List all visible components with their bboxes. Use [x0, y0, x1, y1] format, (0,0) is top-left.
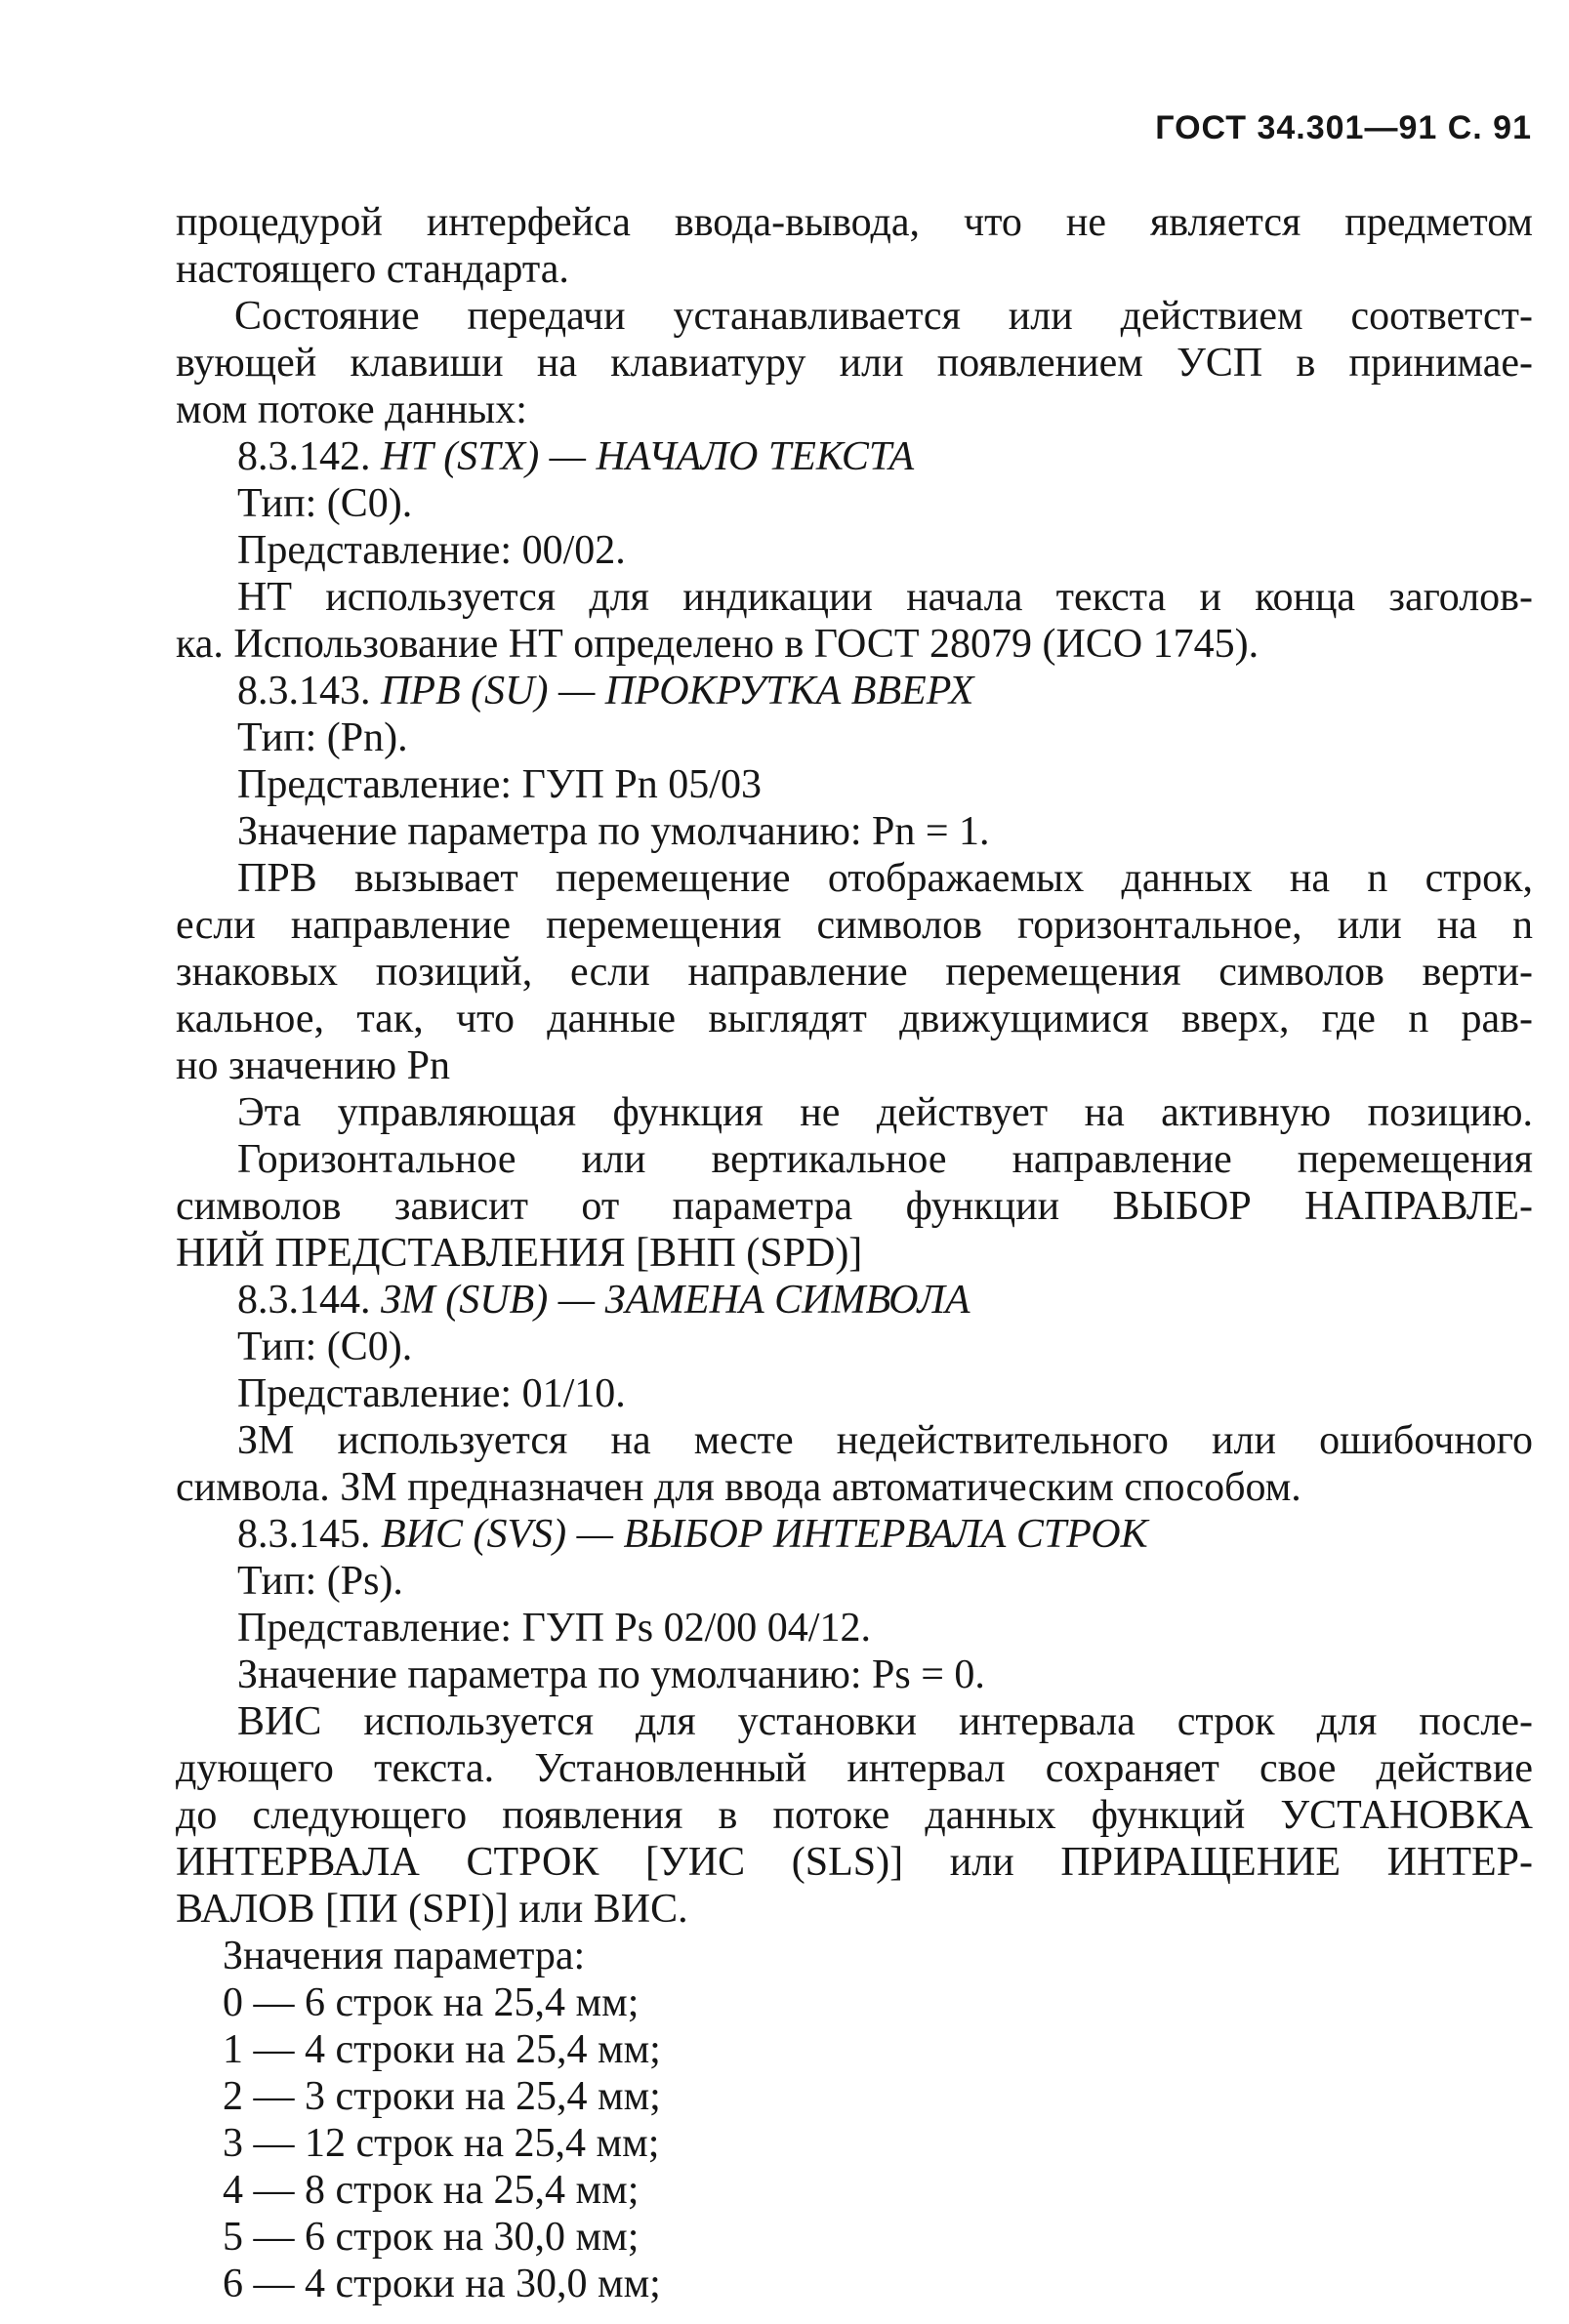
section-heading — [237, 1277, 970, 1324]
text-line: НИЙ ПРЕДСТАВЛЕНИЯ [ВНП (SPD)] — [176, 1231, 863, 1276]
text-line: Значение параметра по умолчанию: Ps = 0. — [237, 1652, 985, 1697]
text-line: символа. ЗМ предназначен для ввода автоматическим способом. — [176, 1465, 1301, 1510]
section-number: 8.3.145. — [237, 1512, 371, 1557]
section-number: 8.3.142. — [237, 434, 371, 479]
text-line: Представление: ГУП Ps 02/00 04/12. — [237, 1606, 871, 1651]
text-line: ЗМ используется на месте недействительного или ошибочного — [237, 1418, 1533, 1463]
text-line: ИНТЕРВАЛА СТРОК [УИС (SLS)] или ПРИРАЩЕНИЕ ИНТЕР- — [176, 1840, 1533, 1885]
text-line: Эта управляющая функция не действует на активную позицию. — [237, 1090, 1533, 1135]
text-line: ВАЛОВ [ПИ (SPI)] или ВИС. — [176, 1887, 688, 1932]
text-line: Представление: 00/02. — [237, 528, 626, 573]
text-line: кальное, так, что данные выглядят движущимися вверх, где n рав- — [176, 997, 1533, 1041]
list-item: 5 — 6 строк на 30,0 мм; — [223, 2215, 640, 2260]
text-line: Состояние передачи устанавливается или действием соответст- — [234, 294, 1533, 339]
text-line: дующего текста. Установленный интервал сохраняет свое действие — [176, 1746, 1533, 1791]
list-item: 4 — 8 строк на 25,4 мм; — [223, 2168, 640, 2213]
text-line: ВИС используется для установки интервала строк для после- — [237, 1699, 1533, 1744]
text-line: Тип: (Pn). — [237, 715, 408, 760]
text-line: символов зависит от параметра функции ВЫБОР НАПРАВЛЕ- — [176, 1184, 1533, 1229]
text-line: НТ используется для индикации начала текста и конца заголов- — [237, 575, 1533, 620]
text-line: если направление перемещения символов горизонтальное, или на n — [176, 903, 1533, 948]
list-item: 1 — 4 строки на 25,4 мм; — [223, 2027, 661, 2072]
text-line: до следующего появления в потоке данных функций УСТАНОВКА — [176, 1793, 1533, 1838]
text-line: настоящего стандарта. — [176, 247, 569, 292]
text-line: ка. Использование НТ определено в ГОСТ 28079 (ИСО 1745). — [176, 622, 1259, 667]
text-line: Тип: (С0). — [237, 1325, 413, 1369]
text-line: Представление: ГУП Pn 05/03 — [237, 762, 762, 807]
text-line: Горизонтальное или вертикальное направление перемещения — [237, 1137, 1533, 1182]
list-item: 2 — 3 строки на 25,4 мм; — [223, 2074, 661, 2119]
text-line: знаковых позиций, если направление перемещения символов верти- — [176, 950, 1533, 995]
section-number: 8.3.144. — [237, 1278, 371, 1323]
section-heading — [237, 433, 914, 480]
page-header: ГОСТ 34.301—91 С. 91 — [1155, 109, 1532, 146]
text-line: ПРВ вызывает перемещение отображаемых данных на n строк, — [237, 856, 1533, 901]
section-title: ПРВ (SU) — ПРОКРУТКА ВВЕРХ — [381, 669, 974, 714]
section-heading — [237, 1511, 1148, 1558]
section-title: ЗМ (SUB) — ЗАМЕНА СИМВОЛА — [381, 1278, 970, 1323]
section-heading — [237, 668, 973, 714]
text-line: вующей клавиши на клавиатуру или появлением УСП в принимае- — [176, 341, 1533, 386]
list-heading: Значения параметра: — [223, 1934, 586, 1978]
section-number: 8.3.143. — [237, 669, 371, 714]
section-title: НТ (STX) — НАЧАЛО ТЕКСТА — [381, 434, 915, 479]
text-line: Тип: (С0). — [237, 481, 413, 526]
text-line: Представление: 01/10. — [237, 1371, 626, 1416]
text-line: мом потоке данных: — [176, 387, 527, 432]
text-line: Тип: (Ps). — [237, 1559, 403, 1604]
text-line: Значение параметра по умолчанию: Pn = 1. — [237, 809, 990, 854]
text-line: но значению Pn — [176, 1043, 450, 1088]
text-line: процедурой интерфейса ввода-вывода, что не является предметом — [176, 200, 1533, 245]
list-item: 6 — 4 строки на 30,0 мм; — [223, 2262, 661, 2306]
section-title: ВИС (SVS) — ВЫБОР ИНТЕРВАЛА СТРОК — [381, 1512, 1148, 1557]
list-item: 3 — 12 строк на 25,4 мм; — [223, 2121, 660, 2166]
list-item: 0 — 6 строк на 25,4 мм; — [223, 1980, 640, 2025]
